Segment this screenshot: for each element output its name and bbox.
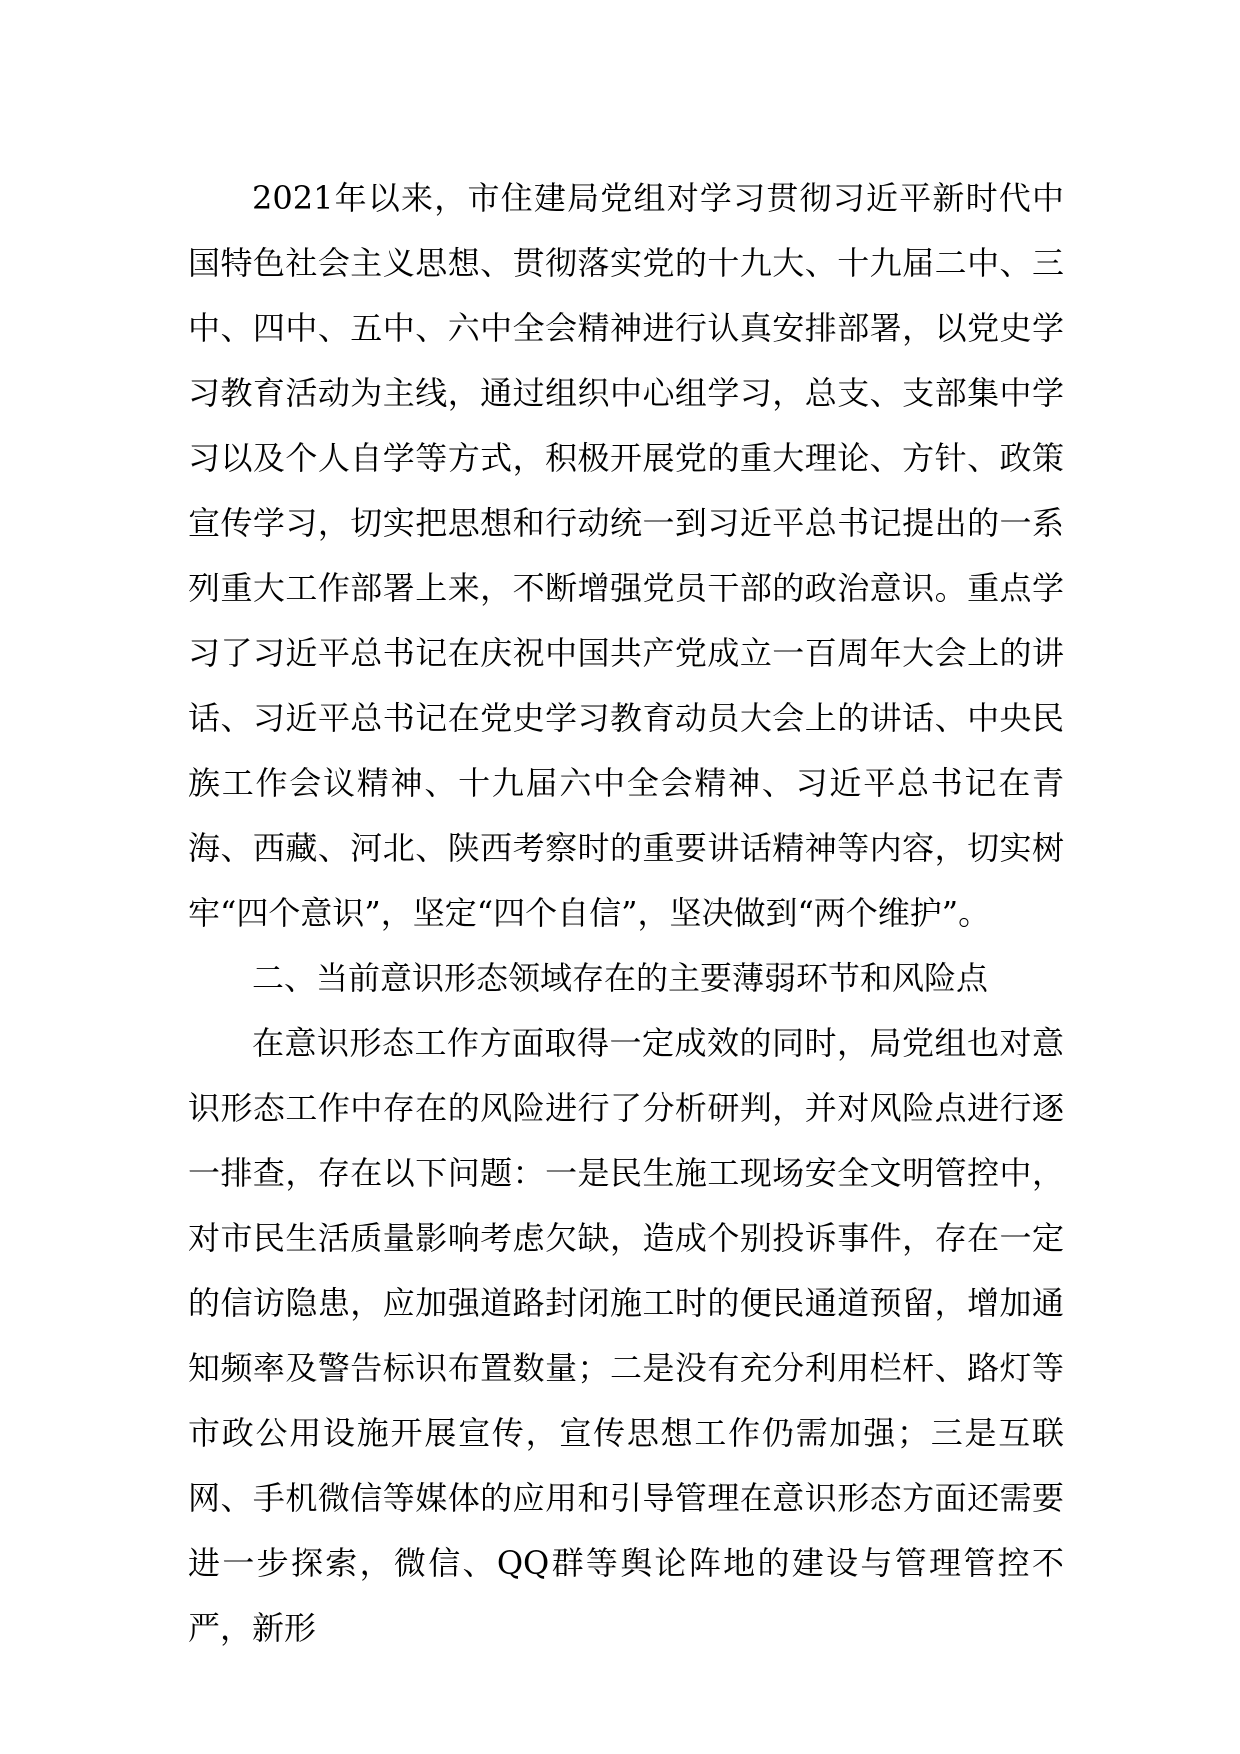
section-heading-risks: 二、当前意识形态领域存在的主要薄弱环节和风险点 [252, 959, 989, 997]
paragraph-risk-analysis: 在意识形态工作方面取得一定成效的同时，局党组也对意识形态工作中存在的风险进行了分析研判，并对风险点进行逐一排查，存在以下问题：一是民生施工现场安全文明管控中，对市民生活质量影响考虑欠缺，造成个别投诉事件，存在一定的信访隐患，应加强道路封闭施工时的便民通道预留，增加通知频率及警告标识布置数量；二是没有充分利用栏杆、路灯等市政公用设施开展宣传，宣传思想工作仍需加强；三是互联网、手机微信等媒体的应用和引导管理在意识形态方面还需要进一步探索，微信、QQ群等舆论阵地的建设与管理管控不严，新形 [188, 1024, 1064, 1647]
paragraph-study-overview: 2021年以来，市住建局党组对学习贯彻习近平新时代中国特色社会主义思想、贯彻落实党的十九大、十九届二中、三中、四中、五中、六中全会精神进行认真安排部署，以党史学习教育活动为主线，通过组织中心组学习，总支、支部集中学习以及个人自学等方式，积极开展党的重大理论、方针、政策宣传学习，切实把思想和行动统一到习近平总书记提出的一系列重大工作部署上来，不断增强党员干部的政治意识。重点学习了习近平总书记在庆祝中国共产党成立一百周年大会上的讲话、习近平总书记在党史学习教育动员大会上的讲话、中央民族工作会议精神、十九届六中全会精神、习近平总书记在青海、西藏、河北、陕西考察时的重要讲话精神等内容，切实树牢“四个意识”，坚定“四个自信”，坚决做到“两个维护”。 [188, 179, 1064, 932]
body-text [188, 166, 1064, 1661]
